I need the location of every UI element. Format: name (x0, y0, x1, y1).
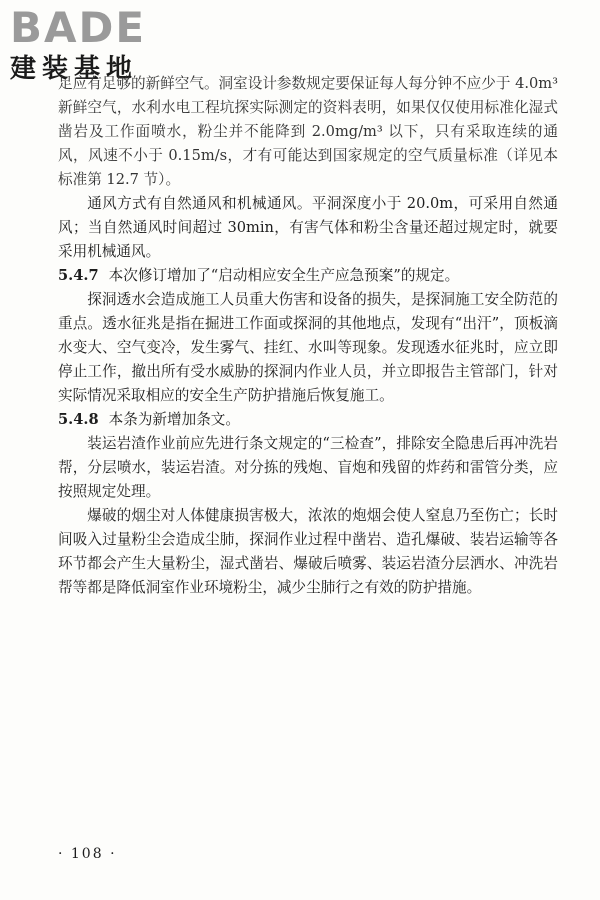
clause-5-4-7 (58, 264, 558, 288)
logo-subtitle: 建装基地 (10, 54, 139, 84)
paragraph-5: 爆破的烟尘对人体健康损害极大，浓浓的炮烟会使人窒息乃至伤亡；长时间吸入过量粉尘会造成尘肺，探洞作业过程中凿岩、造孔爆破、装岩运输等各环节都会产生大量粉尘，湿式凿岩、爆破后喷雾、装运岩渣分层洒水、冲洗岩帮等都是降低洞室作业环境粉尘，减少尘肺行之有效的防护措施。 (58, 507, 558, 596)
paragraph-2: 通风方式有自然通风和机械通风。平洞深度小于 20.0m，可采用自然通风；当自然通风时间超过 30min，有害气体和粉尘含量还超过规定时，就要采用机械通风。 (58, 195, 558, 260)
clause-number: 5.4.8 (58, 411, 99, 428)
clause-text: 本次修订增加了“启动相应安全生产应急预案”的规定。 (108, 267, 460, 284)
logo-wordmark: BADE (10, 3, 147, 52)
paragraph-3: 探洞透水会造成施工人员重大伤害和设备的损失，是探洞施工安全防范的重点。透水征兆是指在掘进工作面或探洞的其他地点，发现有“出汗”，顶板滴水变大、空气变冷，发生雾气、挂红、水叫等现象。发现透水征兆时，应立即停止工作，撤出所有受水威胁的探洞内作业人员，并立即报告主管部门，针对实际情况采取相应的安全生产防护措施后恢复施工。 (58, 291, 558, 404)
page-number: · 108 · (58, 846, 117, 862)
paragraph-4: 装运岩渣作业前应先进行条文规定的“三检查”，排除安全隐患后再冲洗岩帮，分层喷水，装运岩渣。对分拣的残炮、盲炮和残留的炸药和雷管分类，应按照规定处理。 (58, 435, 558, 500)
clause-5-4-8 (58, 408, 558, 432)
page-body (58, 72, 558, 600)
clause-text: 本条为新增加条文。 (108, 411, 240, 428)
paragraph-1: 足应有足够的新鲜空气。洞室设计参数规定要保证每人每分钟不应少于 4.0m³ 新鲜空气，水利水电工程坑探实际测定的资料表明，如果仅仅使用标准化湿式凿岩及工作面喷水，粉尘并不能降到 2.0mg/m³ 以下，只有采取连续的通风，风速不小于 0.15m/s，才有可能达到国家规定的空气质量标准（详见本标准第 12.7 节）。 (58, 75, 558, 188)
clause-number: 5.4.7 (58, 267, 99, 284)
